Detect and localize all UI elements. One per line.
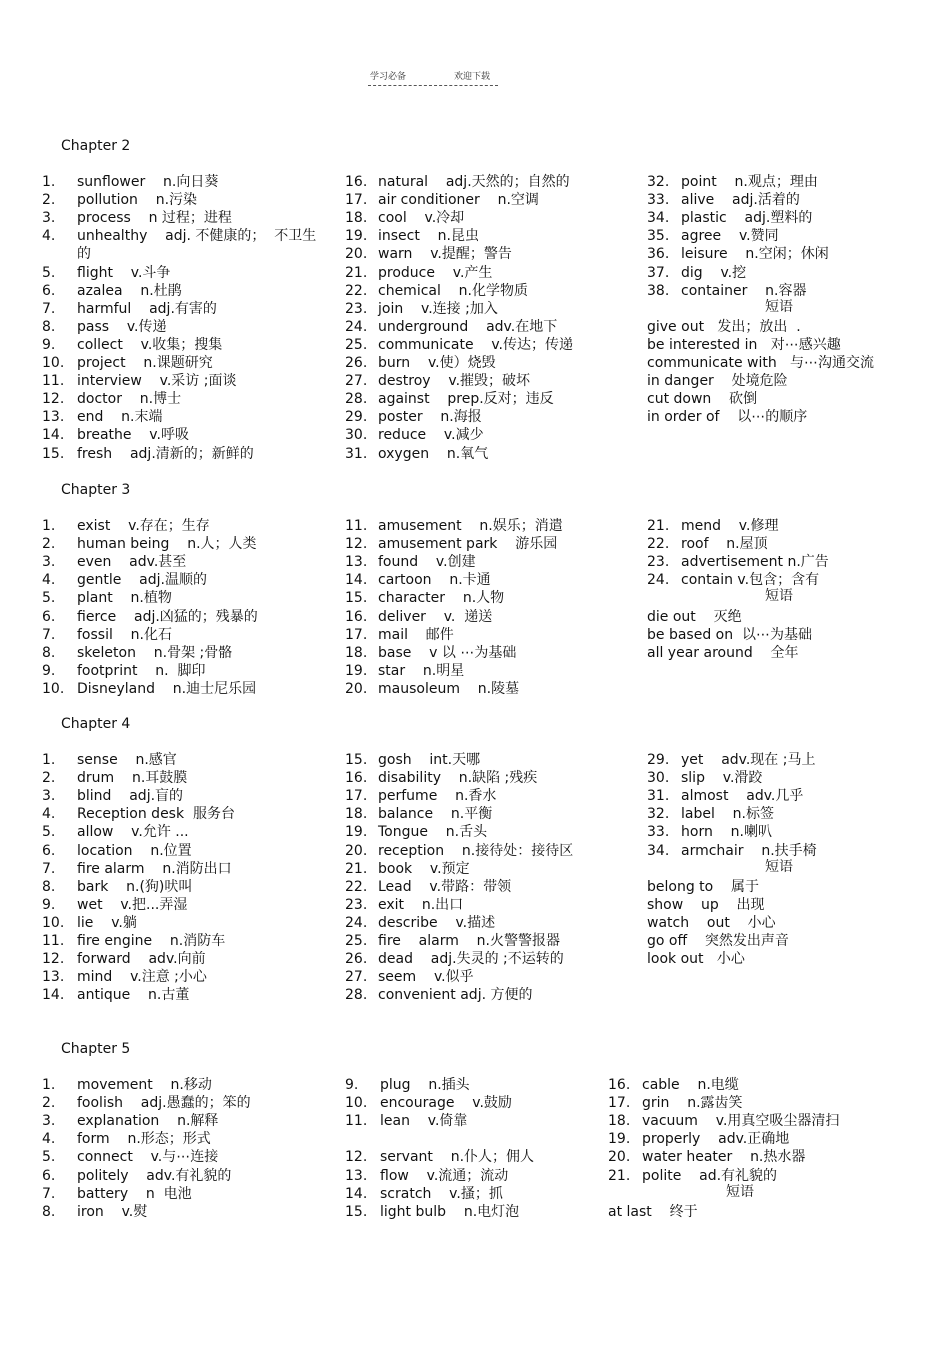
entry-number: 7.: [42, 626, 56, 643]
entry-number: 14.: [345, 1185, 368, 1202]
vocab-entry: doctor n.博士: [77, 391, 182, 408]
vocab-entry: form n.形态；形式: [77, 1131, 211, 1148]
vocab-entry: Disneyland n.迪士尼乐园: [77, 680, 257, 697]
entry-number: 13.: [345, 1167, 368, 1184]
vocab-entry: Lead v.带路：带领: [378, 878, 512, 895]
phrase-entry: at last 终于: [608, 1203, 698, 1220]
vocab-entry: breathe v.呼吸: [77, 427, 189, 444]
entry-number: 3.: [42, 210, 56, 227]
vocab-entry: flight v.斗争: [77, 264, 171, 281]
vocab-entry: project n.课题研究: [77, 355, 213, 371]
vocab-entry: gentle adj.温顺的: [77, 572, 207, 589]
phrase-entry: die out 灭绝: [647, 608, 742, 625]
entry-number: 38.: [647, 282, 670, 299]
vocab-entry: pass v.传递: [77, 318, 167, 335]
phrases-heading: 短语: [726, 1183, 754, 1200]
entry-number: 14.: [42, 427, 65, 444]
vocab-entry: fire alarm n.消防出口: [77, 860, 232, 877]
entry-number: 21.: [345, 264, 368, 281]
entry-number: 18.: [345, 644, 368, 661]
entry-number: 16.: [345, 174, 368, 190]
vocab-entry: explanation n.解释: [77, 1113, 219, 1130]
entry-number: 33.: [647, 192, 670, 209]
entry-number: 26.: [345, 355, 368, 371]
vocab-entry: antique n.古董: [77, 987, 190, 1004]
entry-number: 25.: [345, 933, 368, 949]
entry-number: 19.: [345, 662, 368, 679]
vocab-entry: advertisement n.广告: [681, 554, 829, 571]
vocab-entry: pollution n.污染: [77, 192, 198, 209]
vocab-entry: leisure n.空闲；休闲: [681, 246, 829, 263]
vocab-entry: contain v.包含；含有: [681, 572, 820, 589]
vocab-entry: bark n.(狗)吠叫: [77, 878, 193, 895]
entry-number: 37.: [647, 264, 670, 281]
vocab-entry: dig v.挖: [681, 264, 747, 281]
phrase-entry: be interested in 对⋯感兴趣: [647, 336, 841, 353]
entry-number: 5.: [42, 590, 56, 607]
entry-number: 19.: [345, 824, 368, 841]
vocab-entry: human being n.人；人类: [77, 536, 257, 553]
entry-number: 9.: [42, 896, 56, 913]
vocab-entry: perfume n.香水: [378, 788, 497, 805]
vocab-entry: chemical n.化学物质: [378, 282, 529, 299]
entry-number: 18.: [345, 210, 368, 227]
entry-number: 10.: [42, 680, 65, 697]
vocab-entry: fossil n.化石: [77, 626, 172, 643]
entry-number: 33.: [647, 824, 670, 841]
vocab-entry: seem v.似乎: [378, 969, 474, 986]
vocab-entry: mind v.注意 ;小心: [77, 969, 207, 986]
vocab-entry: forward adv.向前: [77, 951, 206, 968]
entry-number: 11.: [345, 518, 368, 534]
entry-number: 35.: [647, 228, 670, 245]
vocab-entry: warn v.提醒；警告: [378, 246, 512, 263]
entry-number: 27.: [345, 969, 368, 986]
entry-number: 13.: [42, 969, 65, 986]
vocab-entry: cartoon n.卡通: [378, 572, 491, 589]
vocab-entry: properly adv.正确地: [642, 1131, 790, 1148]
entry-number: 20.: [345, 246, 368, 263]
vocab-entry: produce v.产生: [378, 264, 493, 281]
vocab-entry: horn n.喇叭: [681, 824, 772, 841]
entry-number: 6.: [42, 608, 56, 625]
vocab-entry: oxygen n.氧气: [378, 445, 489, 462]
entry-number: 6.: [42, 282, 56, 299]
vocab-entry: reception n.接待处：接待区: [378, 842, 574, 859]
entry-number: 3.: [42, 1113, 56, 1130]
phrase-entry: belong to 属于: [647, 878, 760, 895]
vocab-entry: even adv.甚至: [77, 554, 187, 571]
vocab-entry: vacuum v.用真空吸尘器清扫: [642, 1113, 840, 1130]
entry-number: 34.: [647, 210, 670, 227]
entry-number: 5.: [42, 1149, 56, 1166]
phrase-entry: cut down 砍倒: [647, 391, 758, 408]
phrase-entry: look out 小心: [647, 951, 745, 968]
vocab-entry: movement n.移动: [77, 1077, 212, 1093]
entry-number: 7.: [42, 1185, 56, 1202]
entry-number: 18.: [608, 1113, 631, 1130]
vocab-entry: agree v.赞同: [681, 228, 779, 245]
vocab-entry: join v.连接 ;加入: [378, 300, 498, 317]
entry-number: 17.: [345, 626, 368, 643]
entry-number: 8.: [42, 1203, 56, 1220]
vocab-entry: sense n.感官: [77, 752, 177, 768]
vocab-entry: fire engine n.消防车: [77, 933, 226, 949]
vocab-entry: dead adj.失灵的 ;不运转的: [378, 951, 564, 968]
chapter-title: Chapter 3: [61, 482, 131, 498]
vocab-entry: point n.观点；理由: [681, 174, 818, 190]
phrase-entry: give out 发出；放出 .: [647, 318, 801, 335]
chapter-title: Chapter 5: [61, 1041, 131, 1057]
entry-number: 29.: [647, 752, 670, 768]
entry-number: 30.: [647, 770, 670, 787]
vocab-entry: process n 过程；进程: [77, 210, 232, 227]
entry-number: 21.: [647, 518, 670, 534]
entry-number: 22.: [647, 536, 670, 553]
entry-number: 5.: [42, 824, 56, 841]
vocab-entry: politely adv.有礼貌的: [77, 1167, 232, 1184]
entry-number: 5.: [42, 264, 56, 281]
chapter-title: Chapter 4: [61, 716, 131, 732]
phrase-entry: show up 出现: [647, 896, 765, 913]
vocab-entry: mausoleum n.陵墓: [378, 680, 520, 697]
vocab-entry: underground adv.在地下: [378, 318, 558, 335]
entry-number: 32.: [647, 806, 670, 823]
chapter-title: Chapter 2: [61, 138, 131, 154]
entry-number: 12.: [345, 1149, 368, 1166]
entry-number: 2.: [42, 192, 56, 209]
phrase-entry: 的: [77, 246, 91, 263]
entry-number: 8.: [42, 644, 56, 661]
vocab-entry: encourage v.鼓励: [380, 1095, 512, 1112]
entry-number: 24.: [345, 914, 368, 931]
phrase-entry: all year around 全年: [647, 644, 799, 661]
entry-number: 12.: [42, 391, 65, 408]
entry-number: 14.: [42, 987, 65, 1004]
entry-number: 27.: [345, 373, 368, 390]
entry-number: 26.: [345, 951, 368, 968]
vocab-entry: unhealthy adj. 不健康的； 不卫生: [77, 228, 317, 245]
phrase-entry: communicate with 与⋯沟通交流: [647, 355, 875, 371]
vocab-entry: cable n.电缆: [642, 1077, 739, 1093]
vocab-entry: amusement park 游乐园: [378, 536, 558, 553]
phrase-entry: be based on 以⋯为基础: [647, 626, 812, 643]
entry-number: 31.: [647, 788, 670, 805]
entry-number: 28.: [345, 987, 368, 1004]
vocab-entry: location n.位置: [77, 842, 192, 859]
entry-number: 31.: [345, 445, 368, 462]
entry-number: 21.: [345, 860, 368, 877]
entry-number: 1.: [42, 752, 56, 768]
vocab-entry: skeleton n.骨架 ;骨骼: [77, 644, 233, 661]
vocab-entry: alive adj.活着的: [681, 192, 800, 209]
entry-number: 9.: [345, 1077, 359, 1093]
phrase-entry: in order of 以⋯的顺序: [647, 409, 808, 426]
vocab-entry: polite ad.有礼貌的: [642, 1167, 778, 1184]
entry-number: 3.: [42, 554, 56, 571]
vocab-entry: mend v.修理: [681, 518, 779, 534]
vocab-entry: grin n.露齿笑: [642, 1095, 743, 1112]
vocab-entry: fierce adj.凶猛的；残暴的: [77, 608, 258, 625]
entry-number: 7.: [42, 300, 56, 317]
vocab-entry: plant n.植物: [77, 590, 172, 607]
entry-number: 12.: [345, 536, 368, 553]
vocab-entry: fire alarm n.火警警报器: [378, 933, 560, 949]
vocab-entry: against prep.反对；违反: [378, 391, 554, 408]
entry-number: 28.: [345, 391, 368, 408]
entry-number: 17.: [345, 192, 368, 209]
entry-number: 4.: [42, 1131, 56, 1148]
vocab-entry: interview v.采访 ;面谈: [77, 373, 237, 390]
vocab-entry: poster n.海报: [378, 409, 482, 426]
vocab-entry: exit n.出口: [378, 896, 464, 913]
vocab-entry: reduce v.减少: [378, 427, 484, 444]
vocab-entry: plug n.插头: [380, 1077, 470, 1093]
entry-number: 15.: [345, 590, 368, 607]
vocab-entry: found v.创建: [378, 554, 476, 571]
entry-number: 15.: [345, 1203, 368, 1220]
entry-number: 8.: [42, 318, 56, 335]
vocab-entry: wet v.把...弄湿: [77, 896, 188, 913]
entry-number: 6.: [42, 1167, 56, 1184]
entry-number: 24.: [345, 318, 368, 335]
entry-number: 13.: [42, 409, 65, 426]
entry-number: 4.: [42, 806, 56, 823]
vocab-entry: slip v.滑跤: [681, 770, 763, 787]
vocab-entry: roof n.屋顶: [681, 536, 768, 553]
entry-number: 10.: [42, 355, 65, 371]
entry-number: 17.: [608, 1095, 631, 1112]
entry-number: 11.: [42, 933, 65, 949]
vocab-entry: book v.预定: [378, 860, 470, 877]
entry-number: 4.: [42, 228, 56, 245]
vocab-entry: label n.标签: [681, 806, 774, 823]
vocab-entry: fresh adj.清新的；新鲜的: [77, 445, 254, 462]
entry-number: 20.: [608, 1149, 631, 1166]
vocab-entry: deliver v. 递送: [378, 608, 493, 625]
page-header: [368, 69, 498, 86]
entry-number: 22.: [345, 282, 368, 299]
entry-number: 9.: [42, 336, 56, 353]
entry-number: 1.: [42, 1077, 56, 1093]
entry-number: 16.: [345, 608, 368, 625]
entry-number: 20.: [345, 680, 368, 697]
vocab-entry: plastic adj.塑料的: [681, 210, 813, 227]
entry-number: 22.: [345, 878, 368, 895]
entry-number: 4.: [42, 572, 56, 589]
vocab-entry: mail 邮件: [378, 626, 454, 643]
entry-number: 19.: [345, 228, 368, 245]
entry-number: 15.: [345, 752, 368, 768]
entry-number: 29.: [345, 409, 368, 426]
phrases-heading: 短语: [765, 588, 793, 605]
entry-number: 18.: [345, 806, 368, 823]
entry-number: 13.: [345, 554, 368, 571]
vocab-entry: iron v.熨: [77, 1203, 148, 1220]
entry-number: 23.: [345, 896, 368, 913]
vocab-entry: drum n.耳鼓膜: [77, 770, 188, 787]
entry-number: 16.: [345, 770, 368, 787]
entry-number: 20.: [345, 842, 368, 859]
entry-number: 11.: [345, 1113, 368, 1130]
vocab-entry: amusement n.娱乐；消遣: [378, 518, 563, 534]
entry-number: 23.: [647, 554, 670, 571]
header-right-text: 欢迎下载: [454, 72, 491, 82]
entry-number: 34.: [647, 842, 670, 859]
entry-number: 25.: [345, 336, 368, 353]
entry-number: 3.: [42, 788, 56, 805]
vocab-entry: azalea n.杜鹃: [77, 282, 182, 299]
phrase-entry: in danger 处境危险: [647, 373, 788, 390]
entry-number: 2.: [42, 770, 56, 787]
vocab-entry: almost adv.几乎: [681, 788, 804, 805]
entry-number: 12.: [42, 951, 65, 968]
vocab-entry: connect v.与⋯连接: [77, 1149, 219, 1166]
vocab-entry: light bulb n.电灯泡: [380, 1203, 520, 1220]
phrases-heading: 短语: [765, 298, 793, 315]
vocab-entry: end n.末端: [77, 409, 163, 426]
vocab-entry: container n.容器: [681, 282, 807, 299]
header-left-text: 学习必备: [370, 72, 407, 82]
entry-number: 6.: [42, 842, 56, 859]
entry-number: 21.: [608, 1167, 631, 1184]
vocab-entry: exist v.存在；生存: [77, 518, 210, 534]
vocab-entry: destroy v.摧毁；破坏: [378, 373, 531, 390]
vocab-entry: insect n.昆虫: [378, 228, 479, 245]
entry-number: 23.: [345, 300, 368, 317]
vocab-entry: scratch v.搔；抓: [380, 1185, 503, 1202]
entry-number: 1.: [42, 518, 56, 534]
entry-number: 1.: [42, 174, 56, 190]
vocab-entry: flow v.流通；流动: [380, 1167, 509, 1184]
vocab-entry: balance n.平衡: [378, 806, 493, 823]
entry-number: 30.: [345, 427, 368, 444]
phrases-heading: 短语: [765, 858, 793, 875]
vocab-entry: lie v.躺: [77, 914, 137, 931]
phrase-entry: watch out 小心: [647, 914, 776, 931]
vocab-entry: convenient adj. 方便的: [378, 987, 533, 1004]
vocab-entry: footprint n. 脚印: [77, 662, 206, 679]
entry-number: 9.: [42, 662, 56, 679]
vocab-entry: battery n 电池: [77, 1185, 192, 1202]
vocab-entry: armchair n.扶手椅: [681, 842, 817, 859]
entry-number: 32.: [647, 174, 670, 190]
vocab-entry: gosh int.天哪: [378, 752, 481, 768]
vocab-entry: describe v.描述: [378, 914, 496, 931]
vocab-entry: servant n.仆人；佣人: [380, 1149, 535, 1166]
vocab-entry: communicate v.传达；传递: [378, 336, 574, 353]
vocab-entry: yet adv.现在 ;马上: [681, 752, 816, 768]
vocab-entry: water heater n.热水器: [642, 1149, 806, 1166]
vocab-entry: air conditioner n.空调: [378, 192, 539, 209]
entry-number: 16.: [608, 1077, 631, 1093]
entry-number: 10.: [345, 1095, 368, 1112]
vocab-entry: collect v.收集；搜集: [77, 336, 223, 353]
vocab-entry: harmful adj.有害的: [77, 300, 217, 317]
vocab-entry: character n.人物: [378, 590, 505, 607]
vocab-entry: foolish adj.愚蠢的；笨的: [77, 1095, 251, 1112]
entry-number: 14.: [345, 572, 368, 589]
vocab-entry: burn v.使）烧毁: [378, 355, 496, 371]
vocab-entry: Tongue n.舌头: [378, 824, 488, 841]
vocab-entry: disability n.缺陷 ;残疾: [378, 770, 538, 787]
entry-number: 7.: [42, 860, 56, 877]
entry-number: 17.: [345, 788, 368, 805]
vocab-entry: sunflower n.向日葵: [77, 174, 219, 190]
entry-number: 10.: [42, 914, 65, 931]
entry-number: 15.: [42, 445, 65, 462]
vocab-entry: star n.明星: [378, 662, 465, 679]
vocab-entry: base v 以 ⋯为基础: [378, 644, 517, 661]
entry-number: 8.: [42, 878, 56, 895]
entry-number: 19.: [608, 1131, 631, 1148]
entry-number: 11.: [42, 373, 65, 390]
entry-number: 2.: [42, 536, 56, 553]
vocab-entry: Reception desk 服务台: [77, 806, 235, 823]
phrase-entry: go off 突然发出声音: [647, 933, 789, 949]
vocab-entry: allow v.允许 ...: [77, 824, 189, 841]
vocab-entry: natural adj.天然的；自然的: [378, 174, 570, 190]
vocab-entry: blind adj.盲的: [77, 788, 184, 805]
entry-number: 2.: [42, 1095, 56, 1112]
vocab-entry: cool v.冷却: [378, 210, 465, 227]
vocab-entry: lean v.倚靠: [380, 1113, 468, 1130]
entry-number: 36.: [647, 246, 670, 263]
entry-number: 24.: [647, 572, 670, 589]
